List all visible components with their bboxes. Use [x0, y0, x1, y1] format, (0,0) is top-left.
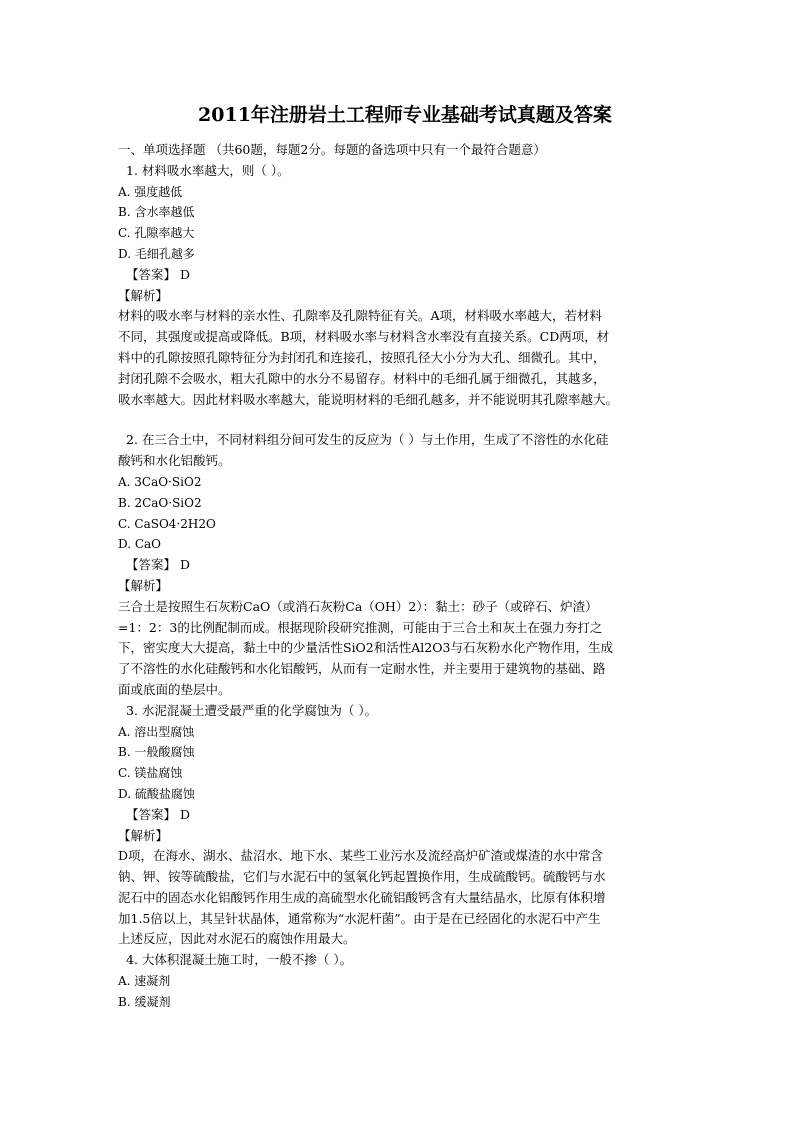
option-d: D. 毛细孔越多	[118, 246, 195, 261]
option-b: B. 缓凝剂	[118, 994, 171, 1009]
answer: 【答案】 D	[126, 806, 190, 822]
question-stem-continued: 酸钙和水化铝酸钙。	[118, 453, 231, 469]
question-4	[118, 950, 684, 1012]
analysis-line: 泥石中的固态水化铝酸钙作用生成的高硫型水化硫铝酸钙含有大量结晶水，比原有体积增	[118, 889, 606, 905]
page-title: 2011年注册岩土工程师专业基础考试真题及答案	[198, 104, 612, 126]
question-stem: 4. 大体积混凝土施工时，一般不掺（ ）。	[126, 952, 353, 968]
analysis-line: 面或底面的垫层中。	[118, 681, 231, 697]
option-c: C. 镁盐腐蚀	[118, 766, 183, 781]
option-c: C. 孔隙率越大	[118, 226, 195, 241]
option-a: A. 溶出型腐蚀	[118, 724, 195, 739]
analysis-line: 材料的吸水率与材料的亲水性、孔隙率及孔隙特征有关。A项，材料吸水率越大，若材料	[118, 308, 603, 324]
analysis-line: 封闭孔隙不会吸水，粗大孔隙中的水分不易留存。材料中的毛细孔属于细微孔，其越多，	[118, 370, 606, 386]
question-1	[118, 161, 684, 411]
option-d: D. CaO	[118, 537, 161, 552]
option-a: A. 速凝剂	[118, 974, 171, 989]
option-b: B. 含水率越低	[118, 205, 195, 220]
analysis-label: 【解析】	[118, 827, 169, 843]
answer: 【答案】 D	[126, 266, 190, 282]
analysis-line: 钠、钾、铵等硫酸盐，它们与水泥石中的氢氧化钙起置换作用，生成硫酸钙。硫酸钙与水	[118, 869, 606, 885]
section-header: 一、单项选择题 （共60题，每题2分。每题的备选项中只有一个最符合题意）	[118, 142, 546, 157]
analysis-line: 下，密实度大大提高，黏土中的少量活性SiO2和活性Al2O3与石灰粉水化产物作用，生成	[118, 640, 613, 656]
paragraph-gap	[118, 410, 684, 430]
analysis-label: 【解析】	[118, 577, 169, 593]
option-a: A. 3CaO·SiO2	[118, 474, 202, 489]
analysis-line: 加1.5倍以上，其呈针状晶体，通常称为“水泥杆菌”。由于是在已经固化的水泥石中产生	[118, 910, 601, 926]
analysis-line: 三合土是按照生石灰粉CaO（或消石灰粉Ca（OH）2）：黏土：砂子（或碎石、炉渣）	[118, 598, 598, 614]
analysis-line: D项，在海水、湖水、盐沼水、地下水、某些工业污水及流经高炉矿渣或煤渣的水中常含	[118, 848, 604, 864]
analysis-line: 吸水率越大。因此材料吸水率越大，能说明材料的毛细孔越多，并不能说明其孔隙率越大。	[118, 391, 619, 407]
analysis-line: 料中的孔隙按照孔隙特征分为封闭孔和连接孔，按照孔径大小分为大孔、细微孔。其中，	[118, 349, 606, 365]
analysis-line: 了不溶性的水化硅酸钙和水化铝酸钙，从而有一定耐水性，并主要用于建筑物的基础、路	[118, 661, 606, 677]
question-3	[118, 701, 684, 951]
option-a: A. 强度越低	[118, 184, 183, 199]
analysis-line: 不同，其强度或提高或降低。B项，材料吸水率与材料含水率没有直接关系。CD两项，材	[118, 329, 610, 345]
option-d: D. 硫酸盐腐蚀	[118, 786, 195, 801]
analysis-line: 上述反应，因此对水泥石的腐蚀作用最大。	[118, 931, 356, 947]
question-stem: 3. 水泥混凝土遭受最严重的化学腐蚀为（ ）。	[126, 702, 378, 718]
analysis-line: =1：2：3的比例配制而成。根据现阶段研究推测，可能由于三合土和灰土在强力夯打之	[118, 619, 603, 635]
option-c: C. CaSO4·2H2O	[118, 516, 216, 531]
answer: 【答案】 D	[126, 557, 190, 573]
question-stem: 2. 在三合土中，不同材料组分间可发生的反应为（ ）与土作用，生成了不溶性的水化硅	[126, 432, 609, 448]
question-stem: 1. 材料吸水率越大，则（ ）。	[126, 162, 290, 178]
analysis-label: 【解析】	[118, 287, 169, 303]
question-2	[118, 430, 684, 700]
option-b: B. 2CaO·SiO2	[118, 495, 202, 510]
option-b: B. 一般酸腐蚀	[118, 745, 195, 760]
